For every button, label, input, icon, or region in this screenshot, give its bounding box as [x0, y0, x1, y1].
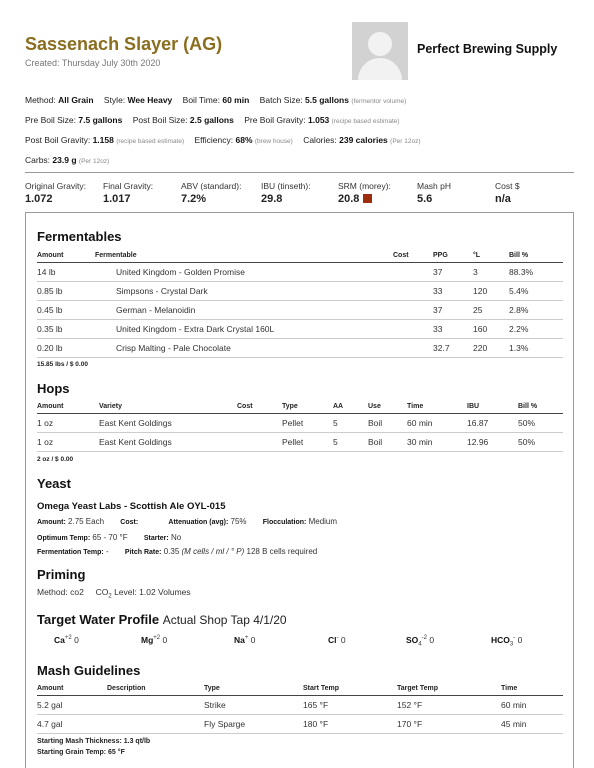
col-time: Time [407, 400, 467, 413]
carbs-note: (Per 12oz) [78, 158, 110, 165]
ferm-ppg: 33 [433, 281, 473, 300]
mash-description [107, 695, 204, 714]
meta-line-2 [25, 111, 580, 131]
mash-grain-temp: Starting Grain Temp: 65 °F [37, 749, 125, 756]
mash-amount: 4.7 gal [37, 714, 107, 733]
post-boil-size-value: 2.5 gallons [189, 115, 234, 125]
yeast-flocculation-label: Flocculation: [262, 519, 307, 526]
col-amount: Amount [37, 400, 99, 413]
ferm-amount: 0.20 lb [37, 338, 95, 357]
col-use: Use [368, 400, 407, 413]
yeast-pitch-rate-unit: (M cells / ml / ° P) [181, 547, 245, 556]
ibu-label: IBU (tinseth): [261, 181, 311, 191]
hop-cost [237, 413, 282, 432]
mash-title: Mash Guidelines [37, 663, 141, 678]
table-row [37, 300, 563, 319]
priming-title: Priming [37, 567, 86, 582]
yeast-starter-label: Starter: [143, 535, 169, 542]
ferm-bill: 2.8% [509, 300, 563, 319]
yeast-line-2 [37, 533, 181, 542]
co2-sub: 2 [108, 593, 112, 600]
pre-boil-size-value: 7.5 gallons [78, 115, 123, 125]
water-title-text: Target Water Profile [37, 612, 160, 627]
table-row [37, 281, 563, 300]
col-fermentable: Fermentable [95, 249, 393, 262]
pre-boil-gravity-label: Pre Boil Gravity: [244, 115, 306, 125]
recipe-title: Sassenach Slayer (AG) [25, 34, 223, 54]
pre-boil-gravity-note: (recipe based estimate) [331, 118, 400, 125]
hops-total: 2 oz / $ 0.00 [37, 456, 74, 463]
water-ion-mg [141, 635, 167, 645]
yeast-starter-value: No [170, 533, 182, 542]
ion-charge: +2 [64, 635, 72, 642]
col-type: Type [204, 682, 303, 695]
yeast-ferm-temp-value: - [106, 547, 109, 556]
ion-label: SO [406, 635, 419, 645]
fg-label: Final Gravity: [103, 181, 154, 191]
calories-note: (Per 12oz) [390, 138, 421, 145]
table-row [37, 432, 563, 451]
hop-amount: 1 oz [37, 432, 99, 451]
mash-table [37, 682, 563, 734]
ferm-ppg: 33 [433, 319, 473, 338]
ion-value: 0 [250, 635, 256, 645]
ion-value: 0 [429, 635, 435, 645]
avatar-shoulders-icon [358, 58, 402, 80]
hop-ibu: 16.87 [467, 413, 518, 432]
ion-label: Ca [54, 635, 65, 645]
srm-label: SRM (morey): [338, 181, 391, 191]
ion-value: 0 [74, 635, 79, 645]
yeast-line-1 [37, 517, 337, 526]
priming-method-label: Method: [37, 587, 68, 597]
table-row [37, 695, 563, 714]
batch-size-note: (fermentor volume) [351, 98, 407, 105]
yeast-opt-temp-value: 65 - 70 °F [92, 533, 128, 542]
boil-time-label: Boil Time: [182, 95, 220, 105]
calories-value: 239 calories [339, 135, 388, 145]
ion-label: Mg [141, 635, 154, 645]
priming-method-value: co2 [70, 587, 84, 597]
co2-level-label: Level: [111, 587, 137, 597]
ferm-name: Crisp Malting - Pale Chocolate [95, 338, 393, 357]
post-boil-size-label: Post Boil Size: [132, 115, 188, 125]
ferm-ppg: 37 [433, 262, 473, 281]
stat-cost [495, 181, 520, 205]
fermentables-header-row [37, 249, 563, 262]
col-time: Time [501, 682, 563, 695]
hop-aa: 5 [333, 413, 368, 432]
ion-label: HCO [491, 635, 510, 645]
ferm-amount: 0.35 lb [37, 319, 95, 338]
ion-charge: - [336, 635, 339, 642]
yeast-pitch-rate-label: Pitch Rate: [124, 549, 162, 556]
col-cost: Cost [393, 249, 433, 262]
ferm-lovibond: 220 [473, 338, 509, 357]
ferm-amount: 0.45 lb [37, 300, 95, 319]
mash-header-row [37, 682, 563, 695]
ferm-name: Simpsons - Crystal Dark [95, 281, 393, 300]
abv-label: ABV (standard): [181, 181, 242, 191]
hop-type: Pellet [282, 432, 333, 451]
efficiency-value: 68% [235, 135, 253, 145]
hop-amount: 1 oz [37, 413, 99, 432]
ph-value: 5.6 [417, 193, 433, 205]
mash-time: 60 min [501, 695, 563, 714]
mash-start-temp: 180 °F [303, 714, 397, 733]
yeast-amount-value: 2.75 Each [68, 517, 105, 526]
mash-start-temp: 165 °F [303, 695, 397, 714]
style-label: Style: [103, 95, 126, 105]
yeast-line-3 [37, 547, 317, 556]
mash-type: Strike [204, 695, 303, 714]
calories-label: Calories: [303, 135, 337, 145]
stat-fg [103, 181, 153, 205]
water-ion-ca [54, 635, 79, 645]
pre-boil-gravity-value: 1.053 [308, 115, 330, 125]
table-row [37, 714, 563, 733]
post-boil-gravity-value: 1.158 [92, 135, 114, 145]
ion-sub: 4 [418, 641, 422, 648]
cost-label: Cost $ [495, 181, 520, 191]
carbs-value: 23.9 g [52, 155, 77, 165]
yeast-pitch-rate-cells: 128 B cells required [246, 547, 318, 556]
hop-use: Boil [368, 413, 407, 432]
hop-time: 60 min [407, 413, 467, 432]
yeast-flocculation-value: Medium [308, 517, 338, 526]
table-row [37, 262, 563, 281]
hop-bill: 50% [518, 432, 563, 451]
col-variety: Variety [99, 400, 237, 413]
efficiency-label: Efficiency: [194, 135, 234, 145]
col-aa: AA [333, 400, 368, 413]
hop-variety: East Kent Goldings [99, 432, 237, 451]
ion-value: 0 [517, 635, 523, 645]
ferm-name: German - Melanoidin [95, 300, 393, 319]
col-ibu: IBU [467, 400, 518, 413]
mash-thickness: Starting Mash Thickness: 1.3 qt/lb [37, 738, 151, 745]
ion-value: 0 [162, 635, 168, 645]
water-profile-title [37, 612, 287, 627]
col-bill: Bill % [509, 249, 563, 262]
srm-color-swatch [363, 194, 372, 203]
ferm-ppg: 37 [433, 300, 473, 319]
water-ion-na [234, 635, 256, 645]
ferm-ppg: 32.7 [433, 338, 473, 357]
hops-header-row [37, 400, 563, 413]
ion-charge: +2 [153, 635, 161, 642]
ferm-bill: 5.4% [509, 281, 563, 300]
pre-boil-size-label: Pre Boil Size: [25, 115, 77, 125]
stat-srm [338, 181, 391, 205]
table-row [37, 413, 563, 432]
ion-charge: + [244, 635, 249, 642]
ion-label: Na [234, 635, 245, 645]
cost-value: n/a [495, 193, 511, 205]
created-date: Created: Thursday July 30th 2020 [25, 58, 161, 68]
yeast-name: Omega Yeast Labs - Scottish Ale OYL-015 [37, 501, 226, 512]
ferm-bill: 88.3% [509, 262, 563, 281]
col-cost: Cost [237, 400, 282, 413]
ferm-cost [393, 338, 433, 357]
hops-title: Hops [37, 381, 70, 396]
ferm-lovibond: 120 [473, 281, 509, 300]
col-amount: Amount [37, 249, 95, 262]
avatar-head-icon [368, 32, 392, 56]
hop-aa: 5 [333, 432, 368, 451]
meta-line-3 [25, 131, 580, 151]
hop-time: 30 min [407, 432, 467, 451]
hop-ibu: 12.96 [467, 432, 518, 451]
ion-value: 0 [340, 635, 346, 645]
hop-variety: East Kent Goldings [99, 413, 237, 432]
col-ppg: PPG [433, 249, 473, 262]
mash-type: Fly Sparge [204, 714, 303, 733]
ion-charge: -2 [421, 635, 427, 642]
srm-value: 20.8 [338, 193, 360, 205]
ferm-cost [393, 281, 433, 300]
mash-description [107, 714, 204, 733]
yeast-cost-label: Cost: [120, 519, 139, 526]
batch-size-value: 5.5 gallons [305, 95, 349, 105]
yeast-attenuation-value: 75% [230, 517, 247, 526]
fermentables-title: Fermentables [37, 229, 122, 244]
ferm-cost [393, 262, 433, 281]
meta-line-4 [25, 151, 580, 171]
ion-sub: 3 [509, 641, 514, 648]
stats-row [25, 181, 580, 207]
mash-time: 45 min [501, 714, 563, 733]
ferm-bill: 2.2% [509, 319, 563, 338]
carbs-label: Carbs: [25, 155, 51, 165]
hop-type: Pellet [282, 413, 333, 432]
col-amount: Amount [37, 682, 107, 695]
recipe-details-box [25, 212, 574, 768]
ferm-amount: 0.85 lb [37, 281, 95, 300]
ferm-lovibond: 3 [473, 262, 509, 281]
store-name: Perfect Brewing Supply [417, 42, 558, 56]
recipe-meta [25, 91, 580, 171]
ferm-cost [393, 319, 433, 338]
method-label: Method: [25, 95, 56, 105]
yeast-title: Yeast [37, 476, 71, 491]
recipe-header [25, 22, 580, 84]
yeast-pitch-rate-value: 0.35 [163, 547, 180, 556]
water-ion-so4 [406, 635, 434, 648]
priming-line [37, 587, 191, 600]
col-description: Description [107, 682, 204, 695]
post-boil-gravity-note: (recipe based estimate) [116, 138, 185, 145]
col-lovibond: °L [473, 249, 509, 262]
hops-table [37, 400, 563, 452]
water-ion-cl [328, 635, 346, 645]
ferm-bill: 1.3% [509, 338, 563, 357]
stat-abv [181, 181, 241, 205]
ph-label: Mash pH [417, 181, 452, 191]
fermentables-total: 15.85 lbs / $ 0.00 [37, 361, 88, 368]
ferm-lovibond: 25 [473, 300, 509, 319]
divider [25, 172, 574, 173]
post-boil-gravity-label: Post Boil Gravity: [25, 135, 91, 145]
avatar [352, 22, 408, 80]
water-profile-name: Actual Shop Tap 4/1/20 [162, 613, 287, 627]
boil-time-value: 60 min [222, 95, 250, 105]
method-value: All Grain [58, 95, 94, 105]
col-type: Type [282, 400, 333, 413]
stat-og [25, 181, 86, 205]
mash-target-temp: 170 °F [397, 714, 501, 733]
fg-value: 1.017 [103, 193, 131, 205]
hop-cost [237, 432, 282, 451]
batch-size-label: Batch Size: [259, 95, 303, 105]
table-row [37, 338, 563, 357]
col-bill: Bill % [518, 400, 563, 413]
efficiency-note: (brew house) [254, 138, 293, 145]
og-label: Original Gravity: [25, 181, 86, 191]
style-value: Wee Heavy [127, 95, 173, 105]
co2-level-value: 1.02 Volumes [139, 587, 191, 597]
ibu-value: 29.8 [261, 193, 283, 205]
stat-ph [417, 181, 451, 205]
ferm-lovibond: 160 [473, 319, 509, 338]
abv-value: 7.2% [181, 193, 207, 205]
ferm-name: United Kingdom - Golden Promise [95, 262, 393, 281]
co2-label: CO [95, 587, 109, 597]
ion-label: Cl [328, 635, 337, 645]
table-row [37, 319, 563, 338]
yeast-ferm-temp-label: Fermentation Temp: [37, 549, 104, 556]
ferm-cost [393, 300, 433, 319]
water-ion-hco3 [491, 635, 522, 648]
fermentables-table [37, 249, 563, 358]
yeast-attenuation-label: Attenuation (avg): [168, 519, 229, 526]
col-target-temp: Target Temp [397, 682, 501, 695]
stat-ibu [261, 181, 311, 205]
yeast-amount-label: Amount: [37, 519, 66, 526]
hop-bill: 50% [518, 413, 563, 432]
ion-charge: - [513, 635, 516, 642]
col-start-temp: Start Temp [303, 682, 397, 695]
og-value: 1.072 [25, 193, 53, 205]
mash-amount: 5.2 gal [37, 695, 107, 714]
mash-target-temp: 152 °F [397, 695, 501, 714]
ferm-amount: 14 lb [37, 262, 95, 281]
hop-use: Boil [368, 432, 407, 451]
ferm-name: United Kingdom - Extra Dark Crystal 160L [95, 319, 393, 338]
yeast-opt-temp-label: Optimum Temp: [37, 535, 91, 542]
meta-line-1 [25, 91, 580, 111]
